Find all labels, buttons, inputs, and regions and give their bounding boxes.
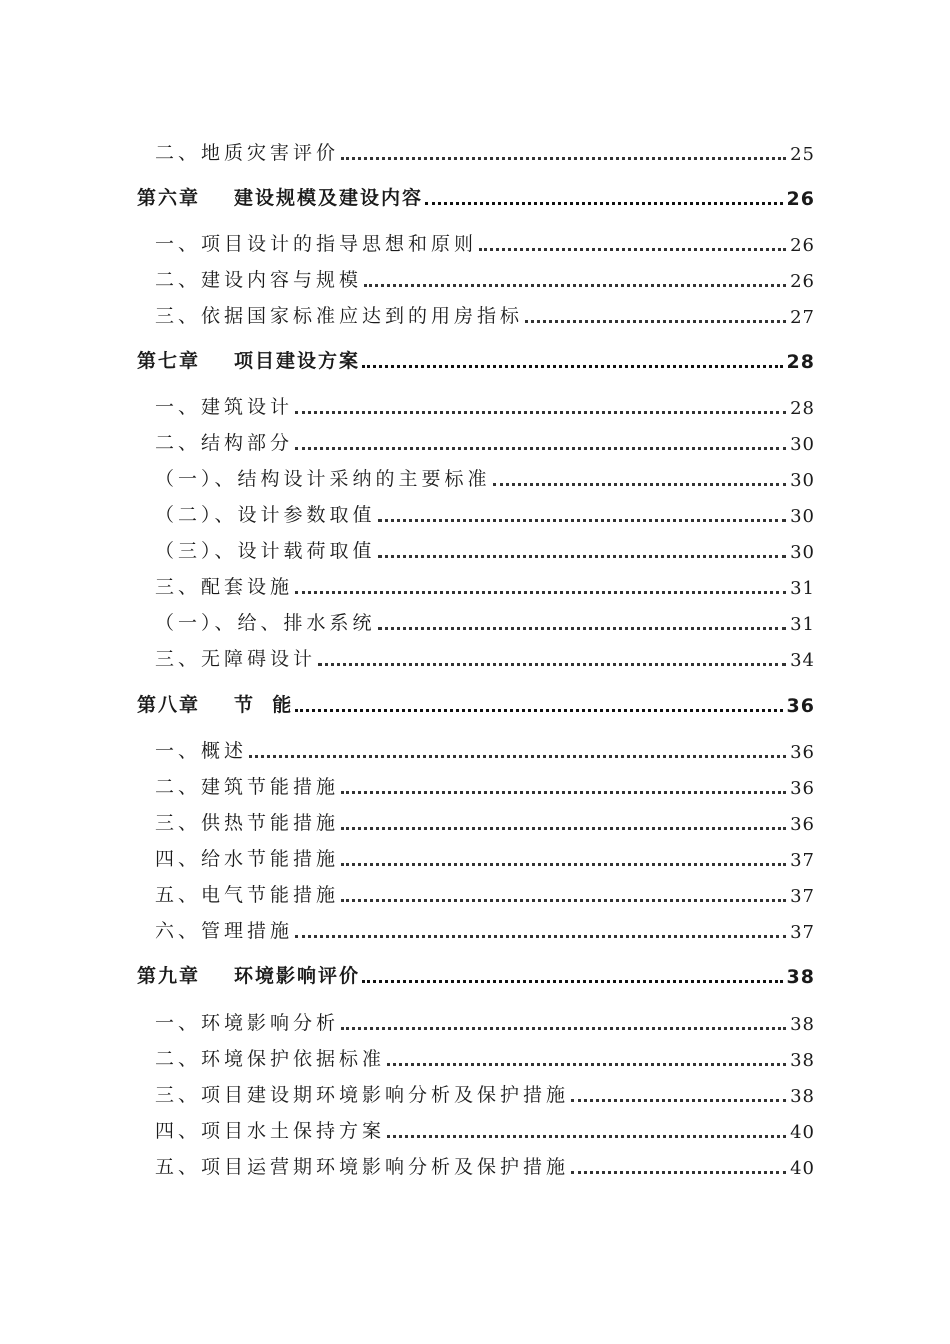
toc-chapter-entry[interactable] [137, 178, 815, 210]
page-number: 36 [790, 742, 815, 763]
dot-leader [341, 153, 786, 160]
toc-section-entry[interactable] [155, 1147, 815, 1179]
dot-leader [425, 198, 783, 205]
dot-leader [479, 244, 786, 251]
toc-entry-title: （三）、设计载荷取值 [155, 540, 376, 562]
toc-entry-title: 四、项目水土保持方案 [155, 1120, 386, 1142]
toc-entry-title: 二、结构部分 [155, 432, 294, 454]
dot-leader [525, 316, 786, 323]
page-number: 28 [790, 398, 815, 419]
chapter-number: 第七章 [137, 350, 201, 372]
toc-chapter-entry[interactable] [137, 341, 815, 373]
chapter-title: 节 能 [234, 694, 294, 716]
toc-chapter-entry[interactable] [137, 685, 815, 717]
toc-section-entry[interactable] [155, 1075, 815, 1107]
toc-entry-title: 二、建设内容与规模 [155, 269, 363, 291]
page-number: 37 [790, 850, 815, 871]
toc-section-entry[interactable] [155, 731, 815, 763]
dot-leader [378, 515, 787, 522]
page-number: 37 [790, 886, 815, 907]
dot-leader [295, 705, 782, 712]
toc-entry-title: 六、管理措施 [155, 920, 294, 942]
toc-section-entry[interactable] [155, 459, 815, 491]
page-number: 36 [786, 695, 815, 717]
toc-entry-title [137, 961, 360, 988]
toc-entry-title: （一）、结构设计采纳的主要标准 [155, 468, 491, 490]
dot-leader [571, 1095, 786, 1102]
dot-leader [362, 361, 783, 368]
toc-section-entry[interactable] [155, 387, 815, 419]
page-number: 30 [790, 506, 815, 527]
toc-section-entry[interactable] [155, 495, 815, 527]
page-number: 25 [790, 144, 815, 165]
toc-section-entry[interactable] [155, 875, 815, 907]
toc-entry-title [137, 183, 423, 210]
page-number: 26 [790, 271, 815, 292]
page-number: 27 [790, 307, 815, 328]
toc-entry-title [137, 346, 360, 373]
toc-section-entry[interactable] [155, 767, 815, 799]
toc-section-entry[interactable] [155, 423, 815, 455]
page-number: 31 [790, 578, 815, 599]
page-number: 38 [790, 1050, 815, 1071]
dot-leader [362, 976, 783, 983]
page-number: 26 [790, 235, 815, 256]
toc-section-entry[interactable] [155, 567, 815, 599]
page-number: 30 [790, 470, 815, 491]
dot-leader [249, 751, 786, 758]
page-number: 37 [790, 922, 815, 943]
toc-entry-title: 五、电气节能措施 [155, 884, 340, 906]
page-number: 36 [790, 778, 815, 799]
toc-section-entry[interactable] [155, 531, 815, 563]
page-number: 30 [790, 542, 815, 563]
toc-entry-title: 一、建筑设计 [155, 396, 294, 418]
toc-section-entry[interactable] [155, 603, 815, 635]
toc-entry-title: 三、依据国家标准应达到的用房指标 [155, 305, 524, 327]
dot-leader [378, 623, 787, 630]
toc-entry-title: 五、项目运营期环境影响分析及保护措施 [155, 1156, 570, 1178]
chapter-title: 环境影响评价 [234, 965, 361, 987]
dot-leader [295, 587, 786, 594]
toc-entry-title: 三、项目建设期环境影响分析及保护措施 [155, 1084, 570, 1106]
toc-section-entry[interactable] [155, 911, 815, 943]
toc-entry-title: 二、地质灾害评价 [155, 142, 340, 164]
toc-section-entry[interactable] [155, 803, 815, 835]
toc-entry-title: 三、配套设施 [155, 576, 294, 598]
page-number: 28 [786, 351, 815, 373]
page-number: 40 [790, 1122, 815, 1143]
page-number: 30 [790, 434, 815, 455]
dot-leader [387, 1059, 786, 1066]
toc-section-entry[interactable] [155, 1039, 815, 1071]
dot-leader [364, 280, 786, 287]
toc-section-entry[interactable] [155, 839, 815, 871]
toc-section-entry[interactable] [155, 1111, 815, 1143]
page-number: 38 [790, 1086, 815, 1107]
toc-entry-title: 一、环境影响分析 [155, 1012, 340, 1034]
dot-leader [341, 1023, 786, 1030]
page-number: 26 [786, 188, 815, 210]
chapter-number: 第九章 [137, 965, 201, 987]
dot-leader [318, 659, 786, 666]
toc-section-entry[interactable] [155, 639, 815, 671]
toc-chapter-entry[interactable] [137, 956, 815, 988]
dot-leader [387, 1131, 786, 1138]
toc-section-entry[interactable] [155, 260, 815, 292]
toc-section-entry[interactable] [155, 296, 815, 328]
toc-section-entry[interactable] [155, 1003, 815, 1035]
toc-entry-title: 四、给水节能措施 [155, 848, 340, 870]
chapter-number: 第六章 [137, 187, 201, 209]
page-number: 38 [790, 1014, 815, 1035]
toc-entry-title: 一、概述 [155, 740, 248, 762]
dot-leader [378, 551, 787, 558]
dot-leader [571, 1167, 786, 1174]
dot-leader [341, 859, 786, 866]
toc-entry-title: （一）、给、排水系统 [155, 612, 376, 634]
chapter-title: 项目建设方案 [234, 350, 361, 372]
chapter-number: 第八章 [137, 694, 201, 716]
toc-entry-title: （二）、设计参数取值 [155, 504, 376, 526]
dot-leader [493, 479, 787, 486]
toc-entry-title: 二、环境保护依据标准 [155, 1048, 386, 1070]
dot-leader [295, 407, 786, 414]
toc-entry-title: 三、无障碍设计 [155, 648, 317, 670]
toc-entry-title: 二、建筑节能措施 [155, 776, 340, 798]
page-number: 36 [790, 814, 815, 835]
dot-leader [295, 931, 786, 938]
dot-leader [341, 823, 786, 830]
page-number: 34 [790, 650, 815, 671]
toc-section-entry[interactable] [155, 133, 815, 165]
page-number: 40 [790, 1158, 815, 1179]
page-number: 38 [786, 966, 815, 988]
toc-entry-title: 三、供热节能措施 [155, 812, 340, 834]
toc-section-entry[interactable] [155, 224, 815, 256]
toc-entry-title: 一、项目设计的指导思想和原则 [155, 233, 478, 255]
toc-entry-title [137, 690, 293, 717]
dot-leader [295, 443, 786, 450]
dot-leader [341, 787, 786, 794]
chapter-title: 建设规模及建设内容 [234, 187, 424, 209]
page-number: 31 [790, 614, 815, 635]
dot-leader [341, 895, 786, 902]
